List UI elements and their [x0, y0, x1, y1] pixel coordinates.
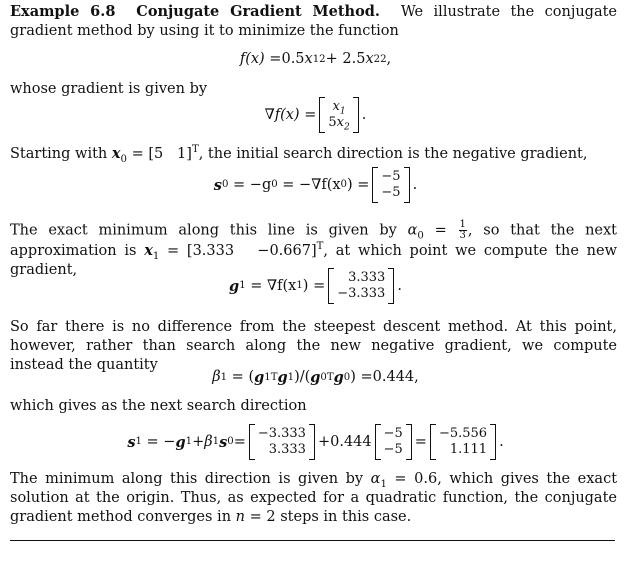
- s0-vector: −5 −5: [372, 167, 409, 203]
- alpha1-value: 0.6: [414, 471, 438, 487]
- x1-vector: [3.333 −0.667]: [186, 243, 317, 259]
- s1-term2-vector: −5 −5: [375, 424, 412, 460]
- s1-coefficient: 0.444: [330, 433, 372, 450]
- sofar-paragraph: So far there is no difference from the steepest descent method. At this point, however, rather than search along the new negative gradient, we compute instead the quantity: [10, 319, 617, 373]
- gradient-entry-1: $x_1$: [332, 99, 346, 117]
- n-value: 2: [266, 509, 276, 525]
- minimum-paragraph: The exact minimum along this line is given by $\alpha_0$ = $\frac{1}{3}$ , so that the next approximation is $x_1 = [3.333 -0.667]^T$, at which point we compute the new gradient,: [10, 219, 618, 278]
- conclusion-paragraph: The minimum along this direction is given by $\alpha_1 = 0.6$, which gives the exact solution at the origin. Thus, as expected for a quadratic function, the conjugate gradient method converges in n = 2 steps in this case.: [10, 471, 618, 525]
- eq-f-lhs: f(x) =: [239, 51, 282, 67]
- direction-intro: which gives as the next search direction: [10, 398, 307, 414]
- gradient-entry-2: $5x_2$: [328, 115, 350, 133]
- example-paragraph: [10, 2, 617, 41]
- eq-grad-lhs: ∇f(x) =: [264, 106, 317, 123]
- start-paragraph: Starting with $x_0 = [5$ 1]$^T$, the initial search direction is the negative gradient,: [10, 144, 588, 165]
- s1-term1-vector: −3.333 3.333: [249, 424, 315, 460]
- equation-objective: f(x) = 0.5 x 1 2 + 2.5 x 2 2 ,: [239, 51, 392, 67]
- s1-result-vector: −5.556 1.111: [430, 424, 496, 460]
- example-title: Conjugate Gradient Method.: [136, 3, 380, 20]
- example-number: Example 6.8: [10, 3, 116, 20]
- equation-s1: s 1 = − g 1 + β 1 s 0 = −3.333 3.333 + 0.444 −5 −5 = −5.556 1.111 .: [0, 424, 631, 460]
- beta-value: 0.444: [372, 369, 415, 385]
- bottom-rule: [10, 540, 615, 541]
- x0-vector: [5 1]: [148, 146, 192, 162]
- g1-vector: 3.333 −3.333: [328, 268, 394, 304]
- alpha0-fraction: $\frac{1}{3}$: [459, 219, 466, 241]
- example-intro: We illustrate the conjugate gradient method by using it to minimize the function: [10, 4, 618, 39]
- gradient-vector: [319, 97, 358, 133]
- equation-beta: β 1 = ( g 1 T g 1 )/( g 0 T g 0 ) = 0.444 ,: [212, 369, 419, 386]
- equation-gradient: ∇f(x) = $x_1$ $5x_2$ .: [264, 99, 367, 133]
- equation-s0: s 0 = −g 0 = −∇f(x 0 ) = −5 −5 .: [0, 167, 631, 203]
- gradient-intro: whose gradient is given by: [10, 81, 208, 97]
- equation-g1: g 1 = ∇f(x 1 ) = 3.333 −3.333 .: [0, 268, 631, 304]
